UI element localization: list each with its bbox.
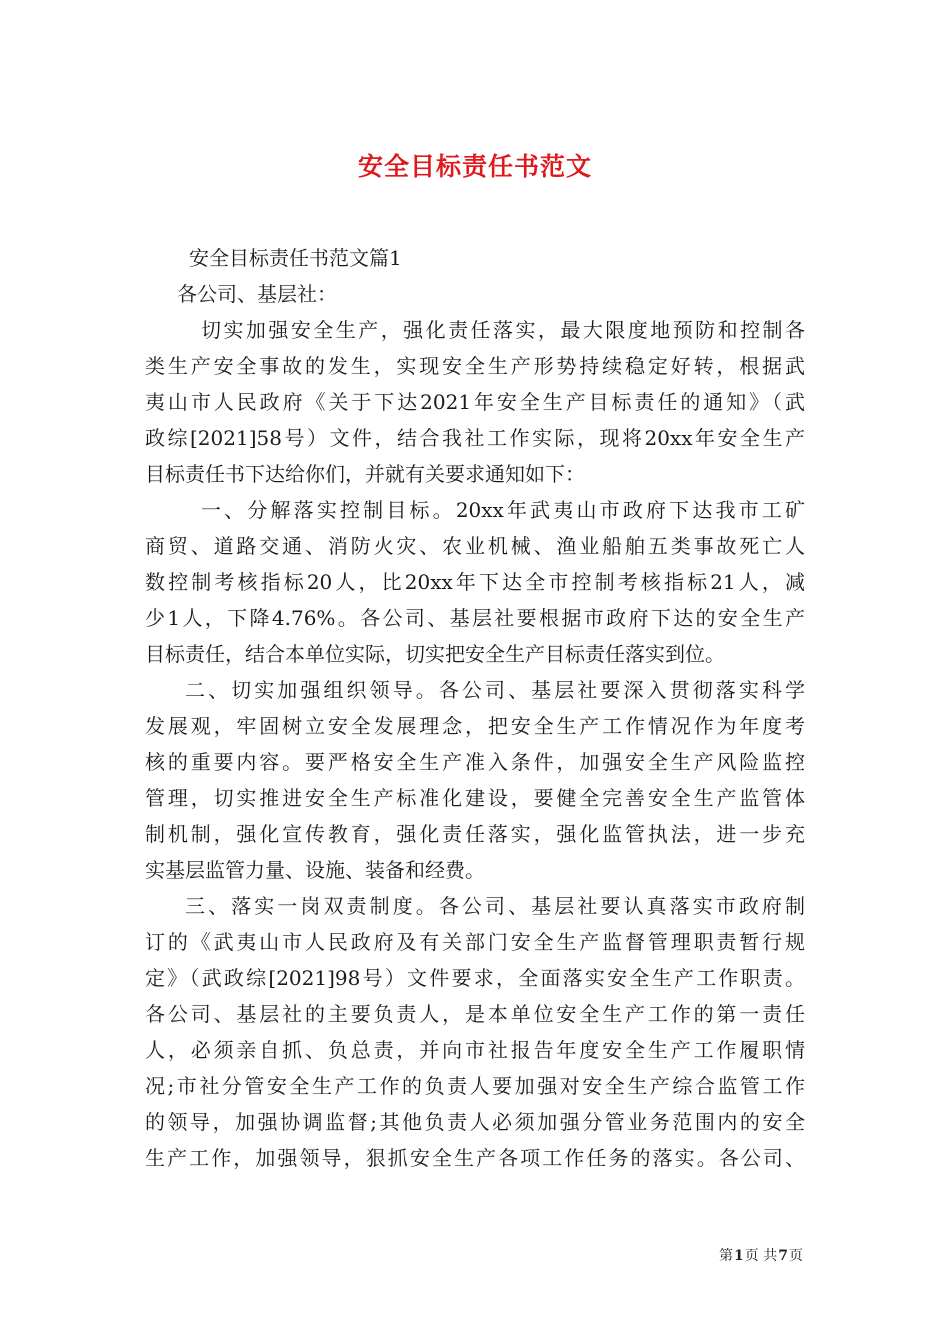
paragraph-line: 发展观，牢固树立安全发展理念，把安全生产工作情况作为年度考 [145, 714, 805, 738]
paragraph-line: 核的重要内容。要严格安全生产准入条件，加强安全生产风险监控 [145, 750, 805, 774]
paragraph-line: 生产工作，加强领导，狠抓安全生产各项工作任务的落实。各公司、 [145, 1146, 805, 1170]
document-title: 安全目标责任书范文 [357, 151, 592, 181]
salutation: 各公司、基层社： [177, 282, 337, 306]
paragraph-4 [145, 888, 805, 1176]
section-heading: 安全目标责任书范文篇1 [189, 246, 402, 270]
paragraph-line: 目标责任书下达给你们，并就有关要求通知如下： [145, 462, 585, 486]
footer-prefix: 第 [719, 1248, 734, 1264]
paragraph-line: 夷山市人民政府《关于下达2021年安全生产目标责任的通知》（武 [145, 390, 805, 414]
paragraph-line: 一、分解落实控制目标。20xx年武夷山市政府下达我市工矿 [201, 498, 805, 522]
paragraph-line: 目标责任，结合本单位实际，切实把安全生产目标责任落实到位。 [145, 642, 725, 666]
paragraph-line: 各公司、基层社的主要负责人，是本单位安全生产工作的第一责任 [145, 1002, 805, 1026]
paragraph-line: 实基层监管力量、设施、装备和经费。 [145, 858, 485, 882]
paragraph-line: 切实加强安全生产，强化责任落实，最大限度地预防和控制各 [201, 318, 805, 342]
paragraph-line: 政综[2021]58号）文件，结合我社工作实际，现将20xx年安全生产 [145, 426, 805, 450]
paragraph-line: 况;市社分管安全生产工作的负责人要加强对安全生产综合监管工作 [145, 1074, 805, 1098]
current-page-number: 1 [734, 1248, 744, 1264]
paragraph-line: 管理，切实推进安全生产标准化建设，要健全完善安全生产监管体 [145, 786, 805, 810]
paragraph-line: 数控制考核指标20人，比20xx年下达全市控制考核指标21人，减 [145, 570, 805, 594]
paragraph-line: 定》（武政综[2021]98号）文件要求，全面落实安全生产工作职责。 [145, 966, 805, 990]
page-number-footer [718, 1246, 804, 1266]
paragraph-line: 的领导，加强协调监督;其他负责人必须加强分管业务范围内的安全 [145, 1110, 805, 1134]
paragraph-1 [145, 312, 805, 492]
paragraph-line: 人，必须亲自抓、负总责，并向市社报告年度安全生产工作履职情 [145, 1038, 805, 1062]
paragraph-line: 制机制，强化宣传教育，强化责任落实，强化监管执法，进一步充 [145, 822, 805, 846]
paragraph-line: 订的《武夷山市人民政府及有关部门安全生产监督管理职责暂行规 [145, 930, 805, 954]
paragraph-line: 类生产安全事故的发生，实现安全生产形势持续稳定好转，根据武 [145, 354, 805, 378]
total-page-count: 7 [778, 1248, 788, 1264]
paragraph-line: 三、落实一岗双责制度。各公司、基层社要认真落实市政府制 [185, 894, 805, 918]
paragraph-3 [145, 672, 805, 888]
paragraph-line: 商贸、道路交通、消防火灾、农业机械、渔业船舶五类事故死亡人 [145, 534, 805, 558]
footer-middle: 页 共 [744, 1248, 778, 1264]
paragraph-line: 二、切实加强组织领导。各公司、基层社要深入贯彻落实科学 [185, 678, 805, 702]
footer-suffix: 页 [789, 1248, 803, 1264]
paragraph-2 [145, 492, 805, 672]
paragraph-line: 少1人，下降4.76%。各公司、基层社要根据市政府下达的安全生产 [145, 606, 805, 630]
document-body [145, 240, 805, 1176]
